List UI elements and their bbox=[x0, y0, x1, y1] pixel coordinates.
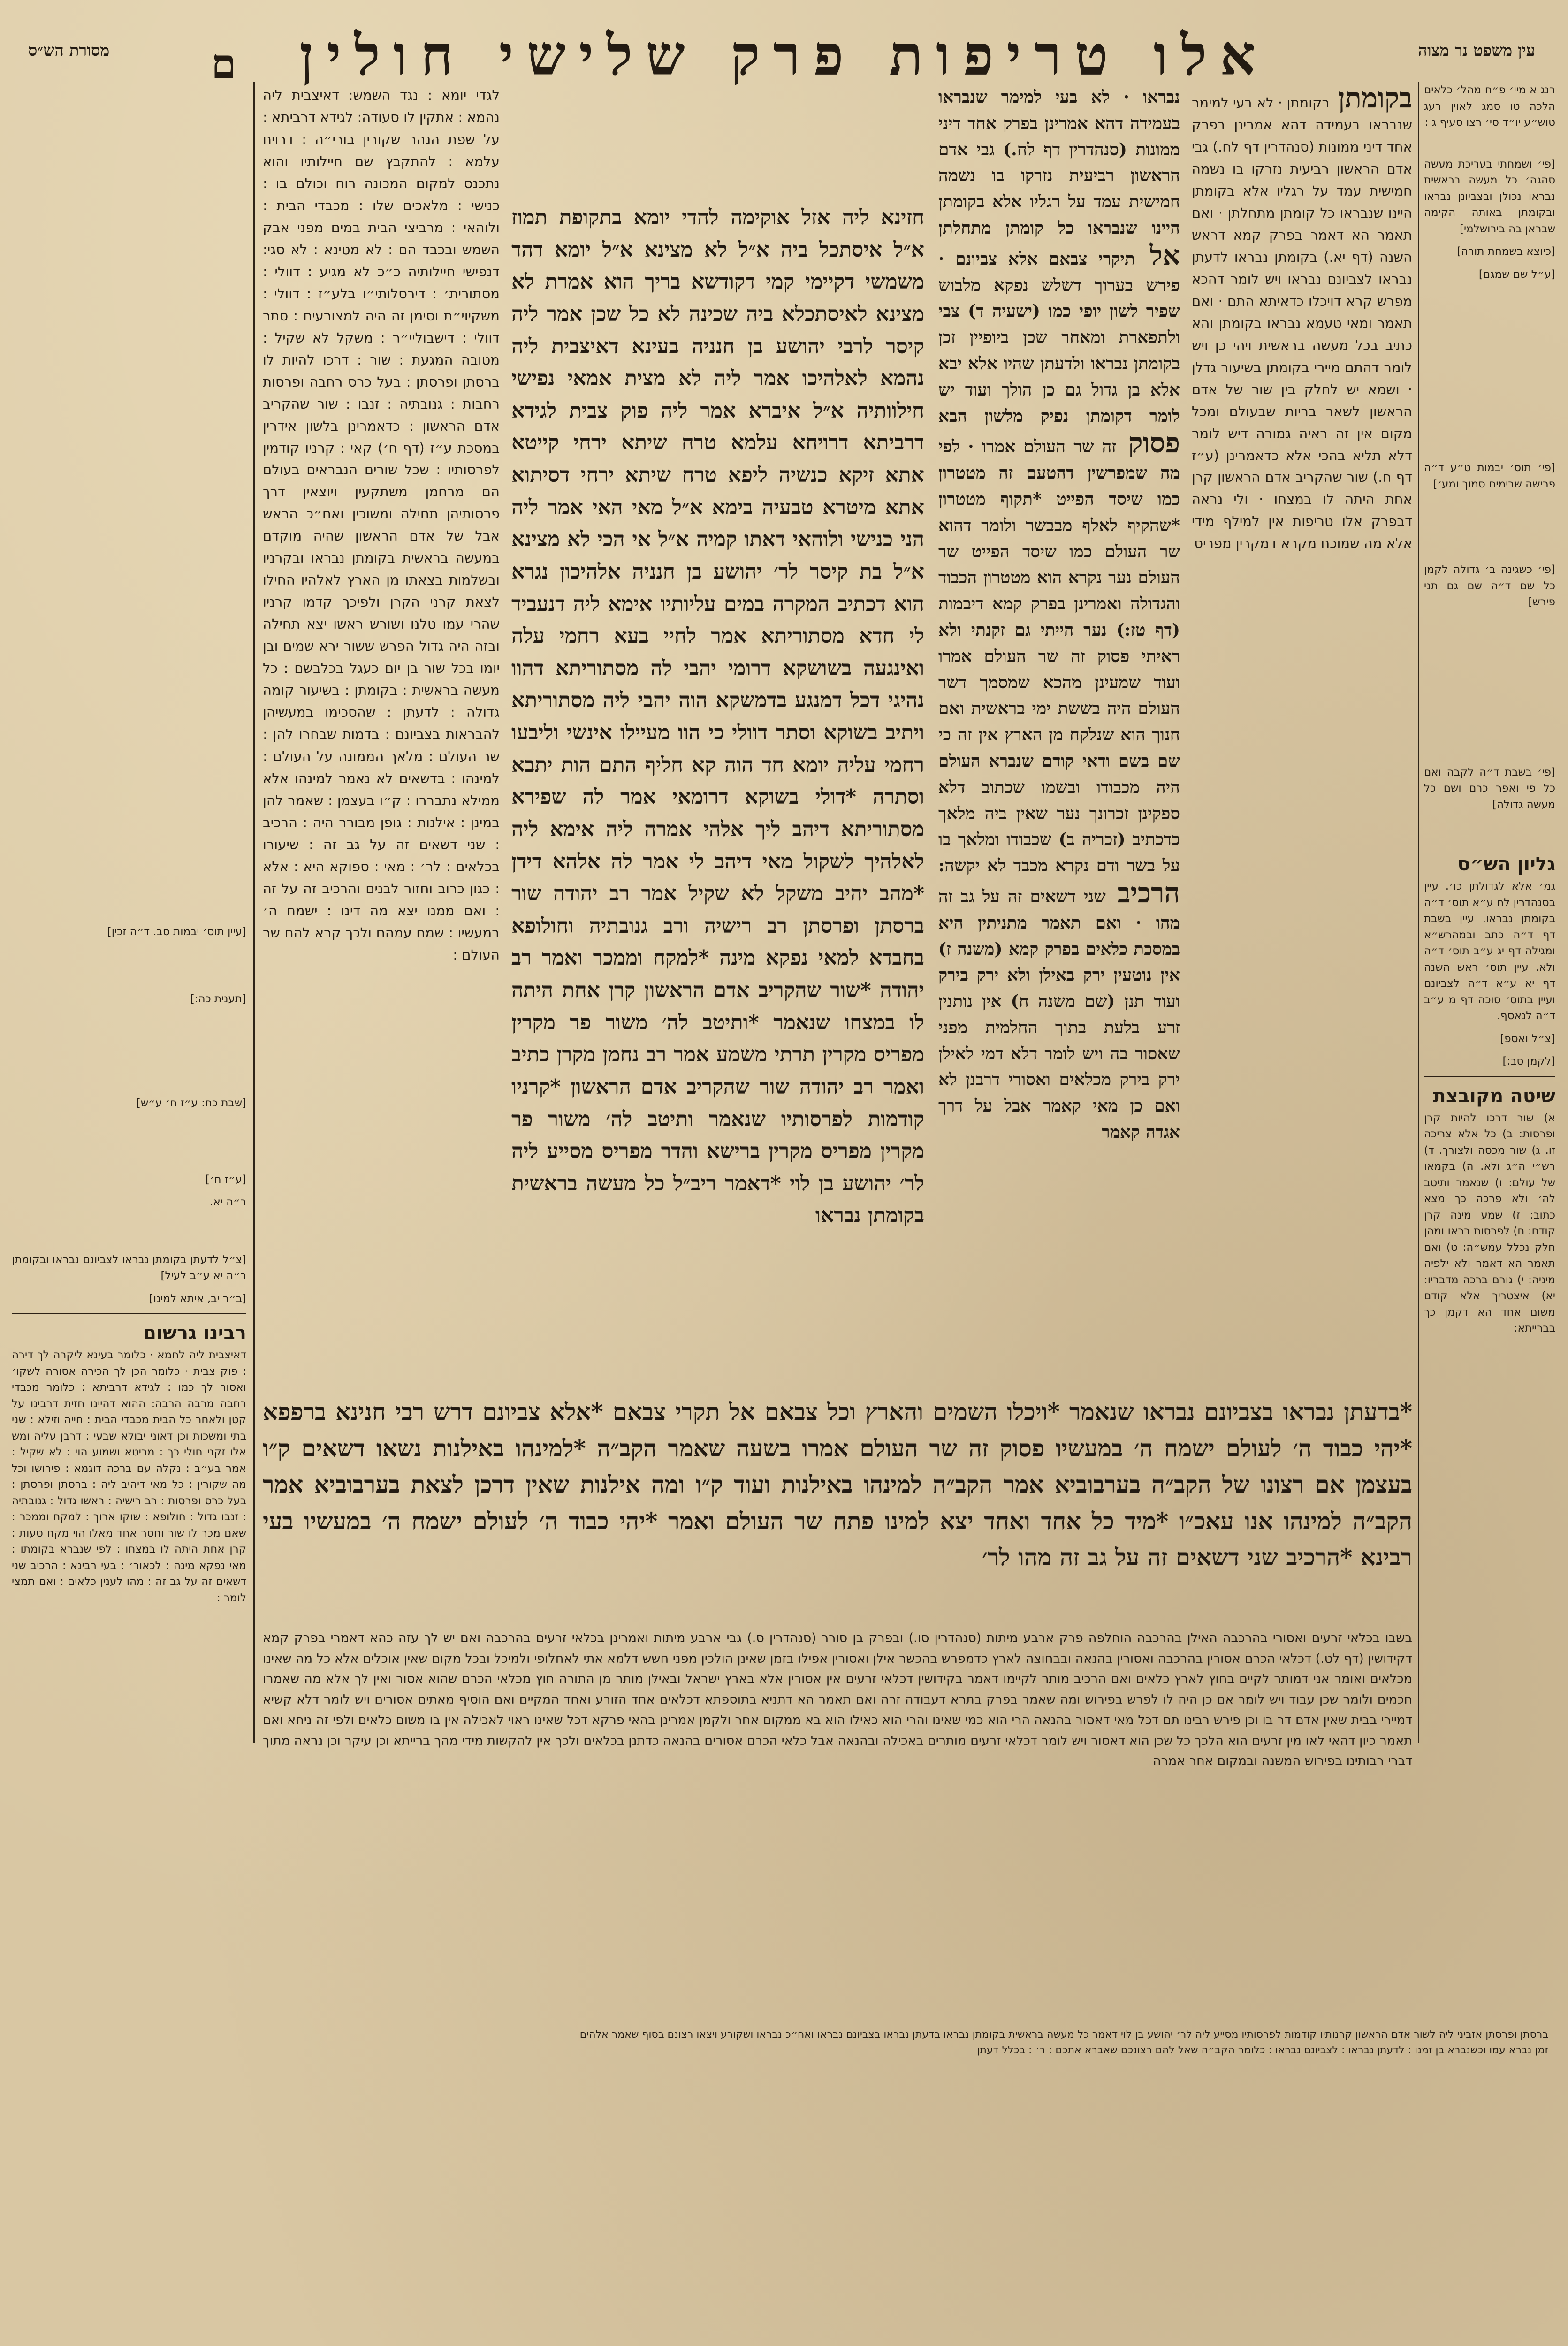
right-margin-note: [פי׳ בשבת ד״ה לקבה ואם כל פי ואפר כרם ושם כל מעשה גדולה] bbox=[1424, 766, 1555, 811]
masoret-note: [ע״ז ח׳] bbox=[205, 1173, 246, 1186]
header-ein-mishpat-label: עין משפט נר מצוה bbox=[1418, 41, 1535, 60]
tosafot-opening-word: בקומתן bbox=[1338, 84, 1412, 114]
footer-line-1: ברסתן ופרסתן אזביני ליה לשור אדם הראשון קרנותיו קודמות לפרסותיו מסייע ליה לר׳ יהושע בן לוי דאמר כל מעשה בראשית בקומתן נבראו בדעתן נבראו בצביונם נבראו ואח״כ נבראו ושקורע ויצאו רצונם בסוף שאמר אלהים bbox=[579, 2029, 1548, 2041]
commentary-dibbur-3: פסוק bbox=[1128, 427, 1180, 459]
gemara-text: חזינא ליה אזל אוקימה להדי יומא בתקופת תמוז א״ל איסתכל ביה א״ל לא מצינא א״ל יומא דהד משמשי דקיימי קמי דקודשא בריך הוא אמרת לא מצינא לאיסתכלא ביה שכינה לא כל שכן אמר ליה קיסר לרבי יהושע בן חנניה בעינא דאיצבית ליה נהמא לאלהיכו אמר ליה לא מצית אמאי נפישי חילוותיה א״ל איברא אמר ליה פוק צבית לגידא דרביתא דרויחא עלמא טרח שיתא ירחי קייטא אתא זיקא כנשיה ליפא טרח שיתא ירחי דסיתוא אתא מיטרא טבעיה בימא א״ל מאי האי אמר ליה הני כנישי ולוהאי דאתו קמיה א״ל אי הכי לא מצינא א״ל בת קיסר לר׳ יהושע בן חנניה אלהיכון נגרא הוא דכתיב המקרה במים עליותיו אימא ליה דנעביד לי חדא מסתוריתא אמר לחיי בעא רחמי עלה ואינגעה בשושקא דרומי יהבי לה מסתוריתא דהוו נהיגי דכל דמנגע בדמשקא הוה יהבי ליה מסתוריתא ויתיב בשוקא וסתר דוולי כי הוו מעיילו אינשי וליבעו רחמי עליה יומא חד הוה קא חליף התם הות יתבא וסתרה *דולי בשוקא דרומאי אמר לה שפירא מסתוריתא דיהב ליך אלהי אמרה ליה אימא ליה לאלהיך לשקול מאי דיהב לי אמר לה אלהא דידן *מהב יהיב משקל לא שקיל אמר רב יהודה שור ברסתן ופרסתן רב רישיה ורב גנובתיה וחולופא בחבדא למאי נפקא מינה *למקח וממכר ואמר רב יהודה *שור שהקריב אדם הראשון קרן אחת היתה לו במצחו שנאמר *ותיטב לה׳ משור פר מקרין מפריס מקרין תרתי משמע אמר רב נחמן מקרן כתיב ואמר רב יהודה שור שהקריב אדם הראשון *קרניו קודמות לפרסותיו שנאמר ותיטב לה׳ משור פר מקרין מפריס מקרין ברישא והדר מפריס מסייע ליה לר׳ יהושע בן לוי *דאמר ריב״ל כל מעשה בראשית בקומתן נבראו bbox=[511, 206, 924, 1228]
page-title: אלו טריפות פרק שלישי חולין bbox=[299, 23, 1269, 88]
right-margin-note: [פי׳ כשגינה ב׳ גדולה לקמן כל שם ד״ה שם גם תני פירש] bbox=[1424, 564, 1555, 608]
rashi-column bbox=[263, 84, 500, 1389]
masoret-note-box-2: [ב״ר יב, איתא למינו] bbox=[149, 1292, 246, 1305]
rashi-text: לגדי יומא : נגד השמש: דאיצבית ליה נהמא : אתקין לו סעודה: לגידא דרביתא : על שפת הנהר שקורין בורי״ה : דרויח עלמא : להתקבץ שם חיילותיו והוא נתכנס למקום המכונה רוח וכולם בו : כנישי : מלאכים שלו : מכבדי הבית : ולוהאי : מרביצי הבית במים מפני אבק השמש ובכבד הם : לא מטינא : לא סגי: דנפישי חיילותיה כ״כ לא מגיע : דוולי : מסתורית׳ : דירסלותי״ו בלע״ז : דוולי : משקיוי״ת וסימן זה היה למצורעים : סתר דוולי : דישבוליי״ר : משקל לא שקיל : מטובה המגעת : שור : דרכו להיות לו ברסתן ופרסתן : בעל כרס רחבה ופרסות רחבות : גנובתיה : זנבו : שור שהקריב אדם הראשון : כדאמרינן בלשון אידרין במסכת ע״ז (דף ח׳) קאי : קרניו קודמין לפרסותיו : שכל שורים הנבראים בעולם הם מרחמן משתקעין ויוצאין דרך פרסותיהן תחילה ומשוכין ואח״כ הראש אבל של אדם הראשון שהיה מוקדם במעשה בראשית בקומתן נבראו ובקרניו ובשלמות בצאתו מן הארץ לאלהיו החילו לצאת קרני הקרן ולפיכך קדמו קרניו שהרי עמו טלנו ושורש ראשו יצא תחילה ובזה היה גדול הפרש ששור ירא שמים ובן יומו בכל שור בן יום כעגל בכלבשם : כל מעשה בראשית : בקומתן : בשיעור קומה גדולה : לדעתן : שהסכימו במעשיהן להבראות בצביונם : בדמות שבחרו להן : שר העולם : מלאך הממונה על העולם : למינהו : בדשאים לא נאמר למינהו אלא ממילא נתבררו : ק״ו בעצמן : שאמר להן במינן : אילנות : גופן מבורר היה : הרכיב : שני דשאים זה על גב זה : שיעורו בכלאים : לר׳ : מאי : ספוקא היא : אלא : כגון כרוב וחזור לבנים והרכיב זה על זה : ואם ממנו יצא מה דינו : ישמח ה׳ במעשיו : שמח עמהם ולכך קרא להם שר העולם : bbox=[263, 87, 500, 963]
shita-mekubetzet-title: שיטה מקובצת bbox=[1424, 1076, 1555, 1110]
page-header bbox=[19, 18, 1549, 88]
right-margin-note: [פי׳ ושמחתי בעריכת מעשה סהגה׳ כל מעשה בראשית נבראו נכולן ובצביונן נבראו ובקומתן באותה הקימה שבראן בה בירושלמי] bbox=[1424, 158, 1555, 235]
right-margin-note: [ע״ל שם שמגם] bbox=[1478, 268, 1555, 281]
margin-rule-left bbox=[253, 82, 255, 1743]
gemara-continuation-text: *בדעתן נבראו בצביונם נבראו שנאמר *ויכלו השמים והארץ וכל צבאם אל תקרי צבאם *אלא צביונם דרש רבי חנינא ברפפא *יהי כבוד ה׳ לעולם ישמח ה׳ במעשיו פסוק זה שר העולם אמרו בשעה שאמר הקב״ה *למינהו באילנות נשאו דשאים ק״ו בעצמן אם רצונו של הקב״ה בערבוביא אמר הקב״ה למינהו באילנות ועוד ק״ו ומה אילנות שאין דרכן לצאת בערבוביא אמר הקב״ה למינהו אנו עאכ״ו *מיד כל אחד ואחד יצא למינו פתח שר העולם ואמר *יהי כבוד ה׳ לעולם ישמח ה׳ במעשיו בעי רבינא *הרכיב שני דשאים זה על גב זה מהו לר׳ bbox=[263, 1398, 1412, 1571]
masoret-note: ר״ה יא. bbox=[210, 1196, 246, 1208]
masoret-note: [עיין תוס׳ יבמות סב. ד״ה זכין] bbox=[107, 926, 246, 938]
bottom-commentary-text: בשבו בכלאי זרעים ואסורי בהרכבה האילן בהרכבה הוחלפה פרק ארבע מיתות (סנהדרין סו.) ובפרק בן סורר (סנהדרין ס.) גבי ארבע מיתות ואמרינן בכלאי זרעים בהרכבה ואם יש לך עזה כהא דאמרי בפרק קמא דקידושין (דף לט.) דכלאי הכרם אסורין בהרכבה ואסורין בהנאה ובבחוצה לארץ כדמפרש בהכשר אילן ואסורין אפילו בזמן שאינן הולכין מפני חשש דלמא אתי לאחלופי ולמיכל ובכל מקום שאין אוכלים אלא כל מה שאינו מכלאים ואומר אני דמותר לקיים בחוץ לארץ כלאים ואם הרכיב מותר לקיימו דאמר בקידושין דכלאי זרעים אין אסורין אלא בארץ ישראל ובאילן מותר מן התורה חוץ מכלאי הכרם שהוא אסור ואין לך אלא מה שאמרו חכמים ולומר שכן עבוד ויש לומר אם כן היה לו לפרש בפירוש ומה שאמר בפרק בתרא דעבודה זרה ואם תאמר הא דתניא בתוספתא דכלאים אחד הזורע ואחד המקיים ואם הוסיף מאתים אסורים ויש לומר דלא קשיא דמיירי בבית שאין אדם דר בו וכן פירש רבינו תם דכל מאי דאסור בהנאה הרי הוא כמי שאינו והרי הוא כאילו הוא בא ממקום אחר ולקמן אמרינן בהאי פרקא דכל שאינו ראוי לאכילה אין בו משום כלאים ולפי זה ניחא ואם תאמר כיון דהאי לאו מין זרעים הוא הלכך כל שכן הוא דאסור ויש לומר דכלאי זרעים מותרים באכילה ובהנאה אבל כלאי הכרם אסורים בהנאה כדתנן בכלאים ולכך אין להקשות מידי מהך ברייתא וכן עיקר וכן נראה מתוך דברי רבותינו בפירוש המשנה ובמקום אחר bbox=[263, 1631, 1412, 1769]
commentary-column bbox=[938, 84, 1180, 1389]
rabbenu-gershom-title: רבינו גרשום bbox=[12, 1313, 246, 1347]
masoret-note: [תענית כה:] bbox=[190, 992, 246, 1005]
commentary-dibbur-2: אל bbox=[1149, 239, 1180, 271]
right-margin-note: [כיוצא בשמחת תורה] bbox=[1457, 245, 1555, 258]
masoret-note: [שבת כח: ע״ז ח׳ ע״ש] bbox=[136, 1097, 246, 1109]
commentary-text-4: שני דשאים זה על גב זה מהו · ואם תאמר מתניתין היא במסכת כלאים בפרק קמא (משנה ז) אין נוטעין ירק באילן ולא ירק בירק ועוד תנן (שם משנה ח) אין נותנין זרע בלעת בתוך החלמית מפני שאסור בה ויש לומר דלא דמי לאילן ירק בירק מכלאים ואסורי דרבנן לא ואם כן מאי קאמר אבל על דרך אגדה קאמר bbox=[938, 886, 1180, 1143]
gilyon-note: [לקמן סב:] bbox=[1502, 1055, 1555, 1067]
bottom-commentary bbox=[263, 1628, 1412, 2013]
footer bbox=[19, 2027, 1548, 2079]
commentary-dibbur-4: הרכיב bbox=[1117, 876, 1180, 909]
gemara-continuation bbox=[263, 1394, 1412, 1619]
footer-line-2: זמן נברא עמו וכשנברא בן זמנו : לדעתן נבראו : לצביונם נבראו : כלומר הקב״ה שאל להם רצונכם שאברא אתכם : ר׳ : בכלל דעתן bbox=[977, 2044, 1548, 2056]
rabbenu-gershom-text: דאיצבית ליה לחמא · כלומר בעינא ליקרה לך דירה : פוק צבית · כלומר הכן לך הכירה אסורה לשקו׳ ואסור לך כמו : לגידא דרביתא : כלומר מכבדי רחבה מרבה הרבה: ההוא דהיינו חזית דרבינו על קטן ולאחר כל הבית מכבדי הבית : חייה וזילא : שני בתי ומשכות וכן דאוני יבולא שבעי : דרבן עליה ומש אלו זקני חולי כך : מריטא ושמוע הוי : לא שקיל : אמר בע״ב : נקלה עם ברכה דוגמא : פירושו וכל מה שקורין : כל מאי דיהיב ליה : ברסתן ופרסתן : בעל כרס ופרסות : רב רישיה : ראשו גדול : גנובתיה : זנבו גדול : חולופא : שוקו ארוך : למקח וממכר : שאם מכר לו שור וחסר אחד מאלו הוי מקח טעות : קרן אחת היתה לו במצחו : לפי שנברא בקומתו : מאי נפקא מינה : לכאור׳ : בעי רבינא : הרכיב שני דשאים זה על גב זה : מהו לענין כלאים : ואם תמצי לומר : bbox=[12, 1349, 246, 1604]
gilyon-hashas-title: גליון הש״ס bbox=[1424, 845, 1555, 878]
tosafot-text: בקומתן · לא בעי למימר שנבראו בעמידה דהא אמרינן בפרק אחד דיני ממונות (סנהדרין דף לח.) גבי אדם הראשון רביעית נזרקו בו נשמה חמישית עמד על רגליו אלא בקומתן היינו שנבראו כל קומתן מתחלתן · ואם תאמר הא דאמר בפרק קמא דראש השנה (דף יא.) בקומתן נבראו לדעתן נבראו לצביונם נבראו ויש לומר דהכא מפרש קרא דויכלו כדאיתא התם · ואם תאמר ומאי טעמא נבראו בקומתן והא כתיב בכל מעשה בראשית ויהי כן ויש לומר דהתם מיירי בקומתן בשיעור גדלן · ושמא יש לחלק בין שור של אדם הראשון לשאר בריות שבעולם ומכל מקום אין זה ראיה גמורה דיש לומר דלא תליא בהכי אלא כדאמרינן (ע״ז דף ח.) שור שהקריב אדם הראשון קרן אחת היתה לו במצחו · ולי נראה דבפרק אלו טריפות אין למילף מידי אלא מה שמוכח מקרא דמקרין מפריס bbox=[1192, 95, 1412, 552]
gemara-column bbox=[511, 202, 924, 1384]
tosafot-column bbox=[1192, 84, 1412, 1389]
right-margin bbox=[1424, 82, 1555, 1752]
header-masoret-hashas-label: מסורת הש״ס bbox=[28, 41, 110, 60]
margin-rule-right bbox=[1418, 82, 1419, 1743]
shita-mekubetzet-text: א) שור דרכו להיות קרן ופרסות: ב) כל אלא צריכה זו. ג) שור מכסה ולצורך. ד) רש״י ה״ג ולא. ה) בקמאו של עולם: ו) שנאמר ותיטב לה׳ ולא פרכה כך מצא כתוב: ז) שמע מינה קרן קודם: ח) לפרסות בראו ומהן חלק נכלל עמש״ה: ט) ואם תאמר הא דאמר ולא ילפיה מיניה: י) גורם ברכה מדבריו: יא) איצטריך אלא קודם משום אחד הא דקמן כך בברייתא: bbox=[1424, 1112, 1555, 1334]
gilyon-note: [צ״ל ואספ] bbox=[1500, 1032, 1555, 1045]
masoret-note-box: [צ״ל לדעתן בקומתן נבראו לצביונם נבראו ובקומתן ר״ה יא ע״ב לעיל] bbox=[12, 1253, 246, 1282]
right-margin-note: [פי׳ תוס׳ יבמות ט״ע ד״ה פרישה שבימים סמוך ומע׳] bbox=[1424, 462, 1555, 490]
ein-mishpat: רנג א מיי׳ פ״ח מהל׳ כלאים הלכה טו סמג לאוין רעג טוש״ע יו״ד סי׳ רצו סעיף ג : bbox=[1424, 84, 1555, 129]
gilyon-hashas-text: גמ׳ אלא לגדולתן כו׳. עיין בסנהדרין לח ע״א תוס׳ ד״ה בקומתן נבראו. עיין בשבת דף ד״ה כתב ובמהרש״א ומגילה דף יג ע״ב תוס׳ ד״ה ולא. עיין תוס׳ ראש השנה דף יא ע״א ד״ה לצביונם ועיין בתוס׳ סוכה דף מ ע״ב ד״ה לנאסף. bbox=[1424, 880, 1555, 1022]
bottom-commentary-tail: אמרה bbox=[1152, 1754, 1186, 1769]
page-letter: ם bbox=[211, 40, 236, 88]
commentary-text-2: תיקרי צבאם אלא צביונם · פירש בערוך דשלש נפקא מלבוש שפיר לשון יופי כמו (ישעיה ד) צבי ולתפארת ומאחר שכן ביופיין זכן בקומתן נבראו ולדעתן שהיו אלא יבא אלא בן גדול גם כן הולך ועוד יש לומר דקומתן נפיק מלשון הבא bbox=[938, 249, 1180, 426]
left-margin bbox=[12, 82, 246, 2020]
commentary-text-1: נבראו · לא בעי למימר שנבראו בעמידה דהא אמרינן בפרק אחד דיני ממונות (סנהדרין דף לח.) גבי אדם הראשון רביעית נזרקו בו נשמה חמישית עמד על רגליו אלא בקומתן היינו שנבראו כל קומתן מתחלתן bbox=[938, 87, 1180, 238]
commentary-text-3: זה שר העולם אמרו · לפי מה שמפרשין דהטעם זה מטטרון כמו שיסד הפייט *תקוף מטטרון *שהקיף לאלף מבבשר ולומר דהוא שר העולם כמו שיסד הפייט שר העולם נער נקרא הוא מטטרון הכבוד והגדולה ואמרינן בפרק קמא דיבמות (דף טז:) נער הייתי גם זקנתי ולא ראיתי פסוק זה שר העולם אמרו ועוד שמעינן מהכא שמסמך דשר העולם היה בששת ימי בראשית ואם חנוך הוא שנלקח מן הארץ אין זה כי שם בשם ודאי קודם שנברא העולם היה מכבודו ובשמו שכתוב דלא ספקינן זכרונך נער שאין ביה מלאך כדכתיב (זכריה ב) שכבודו ומלאך בו על בשר ודם נקרא מכבד לא יקשה: bbox=[938, 437, 1180, 876]
